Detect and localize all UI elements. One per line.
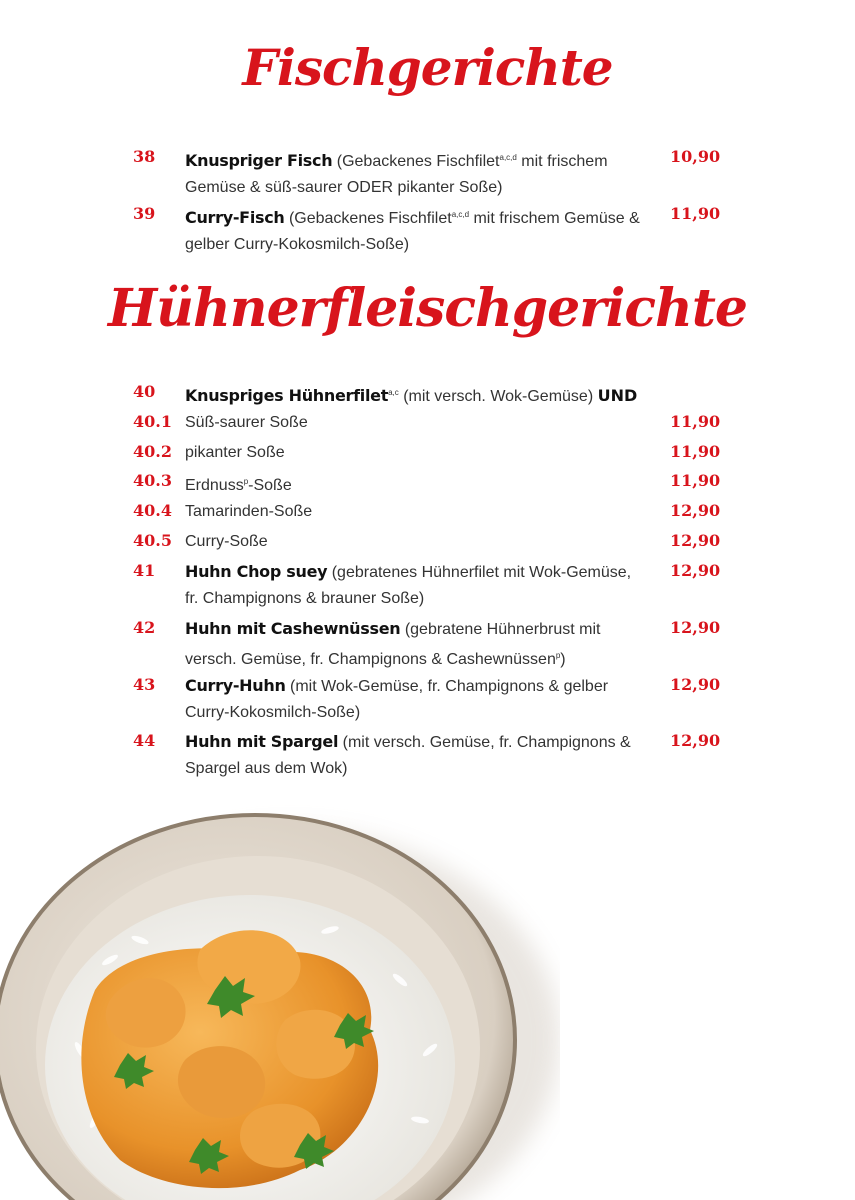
allergen-code: p bbox=[243, 477, 249, 486]
item-desc-text: mit frischem Gemüse & süß-saurer ODER pikanter Soße) bbox=[185, 153, 608, 196]
item-description bbox=[185, 529, 645, 555]
item-name: Huhn Chop suey bbox=[185, 562, 328, 581]
item-description bbox=[185, 729, 645, 782]
item-desc-text: (mit versch. Gemüse, fr. Champignons & Spargel aus dem Wok) bbox=[185, 734, 631, 777]
item-number: 40 bbox=[133, 382, 156, 401]
item-desc-text: Tamarinden-Soße bbox=[185, 503, 313, 520]
item-name: Huhn mit Spargel bbox=[185, 732, 339, 751]
item-number: 40.1 bbox=[133, 412, 172, 431]
item-desc-text: Süß-saurer Soße bbox=[185, 414, 308, 431]
item-description bbox=[185, 673, 645, 726]
item-number: 43 bbox=[133, 675, 156, 694]
section-title-huehnerfleischgerichte: Hühnerfleischgerichte bbox=[108, 278, 747, 339]
item-number: 42 bbox=[133, 618, 156, 637]
item-description bbox=[185, 145, 645, 201]
allergen-code: a,c,d bbox=[499, 153, 517, 162]
item-desc-text: -Soße bbox=[248, 477, 292, 494]
item-number: 39 bbox=[133, 204, 156, 223]
curry-chicken-bowl-image bbox=[0, 790, 560, 1200]
item-desc-text: (gebratene Hühnerbrust mit versch. Gemüse, fr. Champignons & Cashewnüssen bbox=[185, 621, 601, 668]
item-description bbox=[185, 202, 645, 258]
item-description bbox=[185, 440, 645, 466]
item-description bbox=[185, 469, 645, 499]
item-price: 12,90 bbox=[670, 531, 721, 550]
item-desc-text: (Gebackenes Fischfilet bbox=[332, 153, 500, 170]
item-price: 12,90 bbox=[670, 675, 721, 694]
section-title-fischgerichte: Fischgerichte bbox=[242, 38, 613, 97]
item-name: Curry-Fisch bbox=[185, 208, 285, 227]
item-desc-text: (mit Wok-Gemüse, fr. Champignons & gelber Curry-Kokosmilch-Soße) bbox=[185, 678, 609, 721]
item-desc-text: Erdnuss bbox=[185, 477, 244, 494]
item-number: 40.2 bbox=[133, 442, 172, 461]
item-name: Huhn mit Cashewnüssen bbox=[185, 619, 401, 638]
item-desc-text: pikanter Soße bbox=[185, 444, 285, 461]
item-name: Knuspriges Hühnerfilet bbox=[185, 386, 389, 405]
item-desc-text: (mit versch. Wok-Gemüse) bbox=[398, 388, 598, 405]
item-number: 44 bbox=[133, 731, 156, 750]
item-description bbox=[185, 410, 645, 436]
allergen-code: p bbox=[555, 651, 561, 660]
item-price: 12,90 bbox=[670, 618, 721, 637]
item-number: 38 bbox=[133, 147, 156, 166]
item-number: 40.3 bbox=[133, 471, 172, 490]
item-description bbox=[185, 380, 705, 410]
item-desc-text: (gebratenes Hühnerfilet mit Wok-Gemüse, fr. Champignons & brauner Soße) bbox=[185, 564, 632, 607]
item-description bbox=[185, 499, 645, 525]
item-desc-text: Curry-Soße bbox=[185, 533, 268, 550]
item-name: Curry-Huhn bbox=[185, 676, 286, 695]
item-desc-text: ) bbox=[560, 651, 566, 668]
item-desc-text: (Gebackenes Fischfilet bbox=[284, 210, 452, 227]
item-desc-text: mit frischem Gemüse & gelber Curry-Kokosmilch-Soße) bbox=[185, 210, 640, 253]
item-price: 12,90 bbox=[670, 731, 721, 750]
allergen-code: a,c,d bbox=[451, 210, 470, 219]
und-label: UND bbox=[597, 386, 638, 405]
item-description bbox=[185, 616, 645, 673]
item-price: 11,90 bbox=[670, 412, 721, 431]
item-price: 11,90 bbox=[670, 442, 721, 461]
item-price: 11,90 bbox=[670, 204, 721, 223]
item-number: 41 bbox=[133, 561, 156, 580]
item-price: 10,90 bbox=[670, 147, 721, 166]
item-number: 40.4 bbox=[133, 501, 172, 520]
item-number: 40.5 bbox=[133, 531, 172, 550]
item-name: Knuspriger Fisch bbox=[185, 151, 333, 170]
item-description bbox=[185, 559, 645, 612]
allergen-code: a,c bbox=[388, 388, 399, 397]
item-price: 12,90 bbox=[670, 501, 721, 520]
item-price: 12,90 bbox=[670, 561, 721, 580]
item-price: 11,90 bbox=[670, 471, 721, 490]
